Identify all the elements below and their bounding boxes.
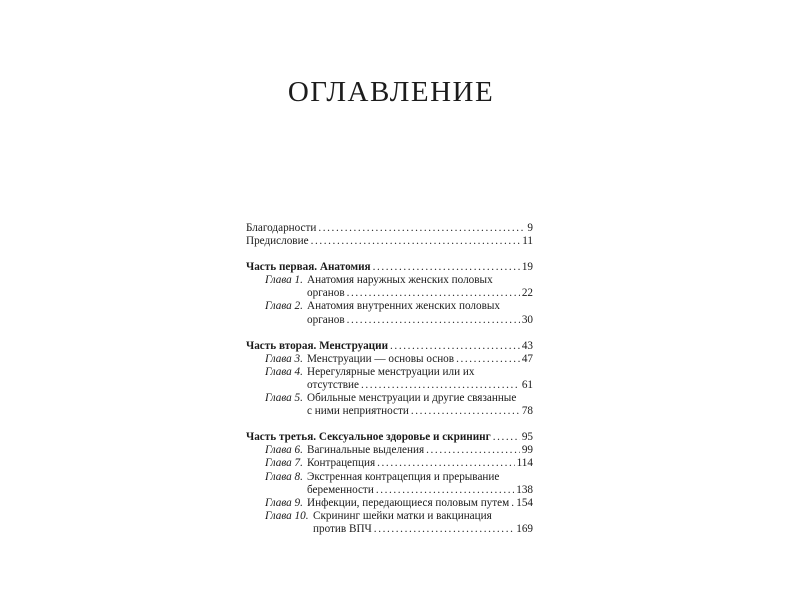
dot-leader — [377, 457, 514, 470]
page-number: 30 — [521, 313, 533, 326]
page-number: 78 — [521, 405, 533, 418]
chapter-title-line1: Анатомия наружных женских половых — [307, 274, 493, 287]
toc-entry-chapter-9[interactable] — [246, 497, 533, 510]
toc-entry-chapter-4[interactable] — [246, 366, 533, 392]
dot-leader — [361, 379, 520, 392]
page-number: 47 — [521, 352, 533, 365]
chapter-title-line2: отсутствие — [307, 378, 359, 391]
dot-leader — [374, 523, 514, 536]
dot-leader — [493, 431, 520, 444]
chapter-title-line2: органов — [307, 287, 345, 300]
page-number: 43 — [521, 339, 533, 352]
page-number: 99 — [521, 444, 533, 457]
toc-entry-part-3[interactable] — [246, 431, 533, 444]
toc-entry-chapter-5[interactable] — [246, 392, 533, 418]
chapter-title-line1: Обильные менструации и другие связанные — [307, 392, 517, 405]
toc-entry-chapter-8[interactable] — [246, 471, 533, 497]
dot-leader — [411, 405, 520, 418]
dot-leader — [390, 340, 520, 353]
page-number: 61 — [521, 378, 533, 391]
part-title: Часть первая. Анатомия — [246, 261, 371, 274]
page-number: 9 — [527, 222, 533, 234]
chapter-title: Менструации — основы основ — [307, 352, 455, 365]
page-number: 95 — [521, 431, 533, 444]
chapter-title-line2: органов — [307, 313, 345, 326]
page-number: 169 — [516, 522, 533, 535]
toc-entry-chapter-1[interactable] — [246, 274, 533, 300]
chapter-label: Глава 10. — [265, 509, 309, 522]
page-number: 138 — [516, 483, 533, 496]
page-number: 114 — [516, 457, 533, 470]
chapter-label: Глава 3. — [265, 352, 303, 365]
chapter-title-line1: Скрининг шейки матки и вакцинация — [313, 509, 492, 522]
chapter-title-line2: с ними неприятности — [307, 405, 409, 418]
chapter-label: Глава 9. — [265, 496, 303, 509]
dot-leader — [456, 353, 520, 366]
dot-leader — [511, 497, 514, 510]
chapter-label: Глава 2. — [265, 300, 303, 313]
part-title: Часть третья. Сексуальное здоровье и скрининг — [246, 431, 491, 444]
chapter-title: Инфекции, передающиеся половым путем — [307, 496, 510, 509]
toc-entry-acknowledgements[interactable] — [246, 222, 533, 235]
toc-entry-chapter-10[interactable] — [246, 510, 533, 536]
toc-entry-part-1[interactable] — [246, 261, 533, 274]
table-of-contents — [246, 222, 533, 549]
part-1-group — [246, 261, 533, 326]
chapter-title: Вагинальные выделения — [307, 444, 425, 457]
chapter-title-line2: беременности — [307, 483, 374, 496]
toc-entry-part-2[interactable] — [246, 340, 533, 353]
page-title: ОГЛАВЛЕНИЕ — [287, 76, 495, 108]
dot-leader — [376, 484, 514, 497]
part-3-group — [246, 431, 533, 536]
dot-leader — [318, 222, 525, 235]
toc-entry-chapter-3[interactable] — [246, 353, 533, 366]
dot-leader — [311, 235, 521, 248]
part-2-group — [246, 340, 533, 419]
page-number: 11 — [522, 235, 533, 248]
page-number: 22 — [521, 287, 533, 300]
toc-entry-preface[interactable] — [246, 235, 533, 248]
front-matter-group — [246, 222, 533, 248]
dot-leader — [373, 261, 520, 274]
chapter-label: Глава 5. — [265, 392, 303, 405]
chapter-title-line1: Анатомия внутренних женских половых — [307, 300, 500, 313]
entry-title: Благодарности — [246, 222, 317, 234]
toc-entry-chapter-2[interactable] — [246, 300, 533, 326]
chapter-title: Контрацепция — [307, 457, 376, 470]
chapter-label: Глава 8. — [265, 470, 303, 483]
toc-entry-chapter-6[interactable] — [246, 444, 533, 457]
chapter-label: Глава 6. — [265, 444, 303, 457]
page-number: 154 — [516, 496, 533, 509]
dot-leader — [347, 287, 520, 300]
dot-leader — [347, 314, 520, 327]
chapter-label: Глава 4. — [265, 365, 303, 378]
chapter-title-line1: Нерегулярные менструации или их — [307, 365, 475, 378]
chapter-title-line1: Экстренная контрацепция и прерывание — [307, 470, 500, 483]
dot-leader — [426, 444, 520, 457]
entry-title: Предисловие — [246, 235, 309, 248]
chapter-label: Глава 1. — [265, 274, 303, 287]
page-number: 19 — [521, 261, 533, 274]
chapter-title-line2: против ВПЧ — [313, 522, 372, 535]
part-title: Часть вторая. Менструации — [246, 339, 389, 352]
chapter-label: Глава 7. — [265, 457, 303, 470]
toc-entry-chapter-7[interactable] — [246, 457, 533, 470]
